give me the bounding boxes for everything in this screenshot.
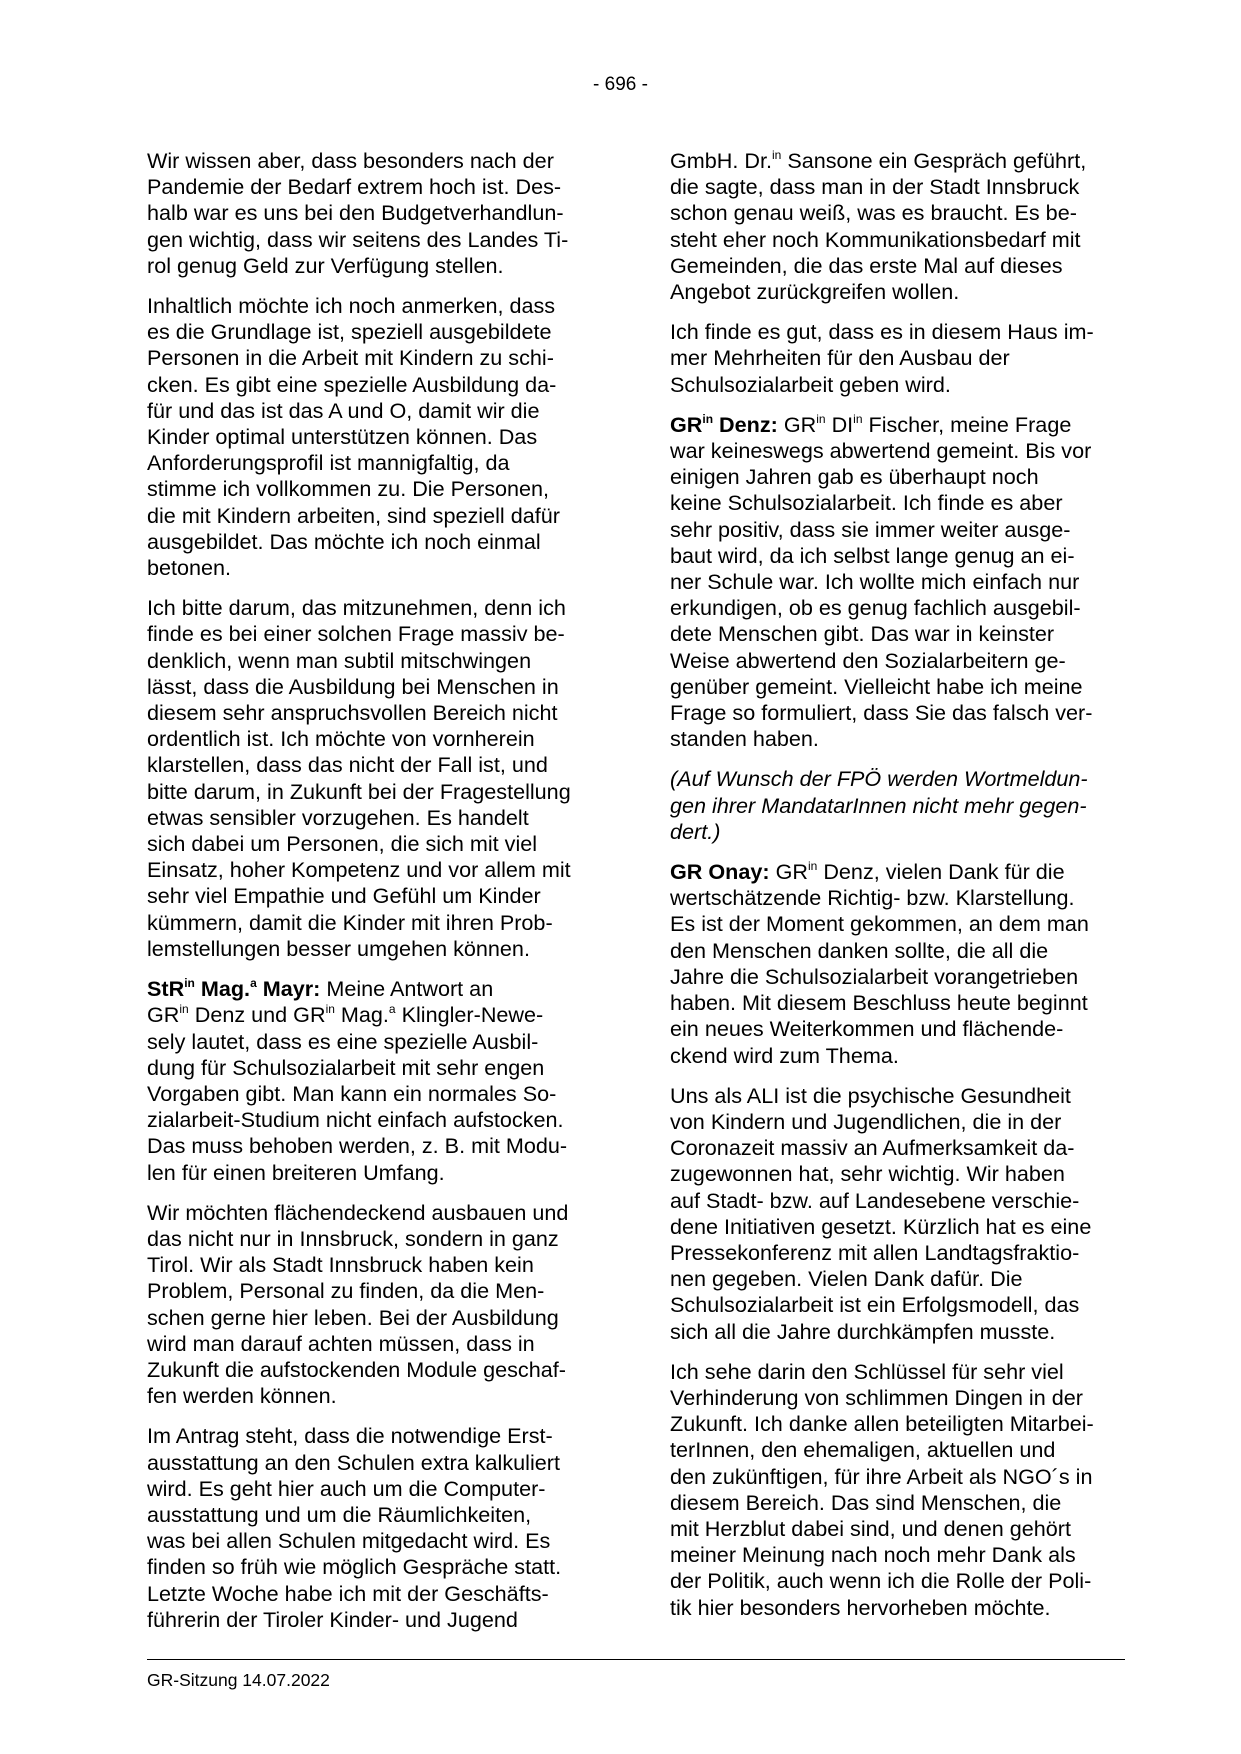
- text-line: nen gegeben. Vielen Dank dafür. Die: [670, 1266, 1023, 1292]
- text-line: $GR^{in}$ Denz und $GR^{in}$ Mag.$^a$ Klingler-Newe-: [147, 1002, 544, 1028]
- text-line: kümmern, damit die Kinder mit ihren Prob-: [147, 909, 553, 935]
- paragraph: [147, 595, 613, 962]
- text-line: Gemeinden, die das erste Mal auf dieses: [670, 252, 1063, 278]
- text-line: dene Initiativen gesetzt. Kürzlich hat es eine: [670, 1213, 1092, 1239]
- text-line: Wir wissen aber, dass besonders nach der: [147, 148, 554, 173]
- text-line: den Menschen danken sollte, die all die: [670, 937, 1049, 963]
- text-line: Personen in die Arbeit mit Kindern zu schi-: [147, 345, 554, 371]
- text-line: ausgebildet. Das möchte ich noch einmal: [147, 528, 541, 554]
- text-line: haben. Mit diesem Beschluss heute beginnt: [670, 990, 1088, 1016]
- text-line: sehr viel Empathie und Gefühl um Kinder: [147, 883, 541, 909]
- text-line: $GR^{in}$ Denz: $GR^{in}$ $DI^{in}$ Fischer, meine Frage: [670, 411, 1072, 437]
- text-line: meiner Meinung nach noch mehr Dank als: [670, 1542, 1076, 1568]
- speaker-name: StR$^{in}$ Mag.$^a$ Mayr:: [147, 975, 321, 1002]
- text-line: finden so früh wie möglich Gespräche statt.: [147, 1554, 562, 1580]
- text-line: Wir möchten flächendeckend ausbauen und: [147, 1199, 569, 1225]
- text-line: genüber gemeint. Vielleicht habe ich meine: [670, 673, 1083, 699]
- footer-session-date: GR-Sitzung 14.07.2022: [147, 1670, 330, 1690]
- text-line: rol genug Geld zur Verfügung stellen.: [147, 252, 504, 278]
- text-line: ordentlich ist. Ich möchte von vornherein: [147, 726, 535, 752]
- paragraph: [147, 1200, 613, 1410]
- text-line: die mit Kindern arbeiten, sind speziell dafür: [147, 502, 560, 528]
- text-line: lemstellungen besser umgehen können.: [147, 935, 530, 961]
- text-line: keine Schulsozialarbeit. Ich finde es aber: [670, 490, 1063, 516]
- text-line: den zukünftigen, für ihre Arbeit als NGO´s in: [670, 1463, 1093, 1489]
- text-line: finde es bei einer solchen Frage massiv be-: [147, 621, 565, 647]
- text-line: Ich bitte darum, das mitzunehmen, denn ich: [147, 595, 566, 621]
- text-line: dete Menschen gibt. Das war in keinster: [670, 621, 1055, 647]
- text-line: Anforderungsprofil ist mannigfaltig, da: [147, 450, 510, 476]
- text-line: Kinder optimal unterstützen können. Das: [147, 424, 538, 450]
- text-line: diesem Bereich. Das sind Menschen, die: [670, 1489, 1062, 1515]
- left-column: [147, 148, 613, 1647]
- text-line: sich dabei um Personen, die sich mit viel: [147, 831, 538, 857]
- text-line: wertschätzende Richtig- bzw. Klarstellung.: [670, 885, 1075, 911]
- text-line: ckend wird zum Thema.: [670, 1042, 899, 1068]
- text-line: von Kindern und Jugendlichen, die in der: [670, 1108, 1062, 1134]
- text-line: schen gerne hier leben. Bei der Ausbildung: [147, 1304, 559, 1330]
- text-line: zialarbeit-Studium nicht einfach aufstocken.: [147, 1107, 564, 1133]
- text-line: Ich finde es gut, dass es in diesem Haus im-: [670, 319, 1094, 345]
- text-line: es die Grundlage ist, speziell ausgebildete: [147, 319, 552, 345]
- text-line: wird man darauf achten müssen, dass in: [147, 1330, 535, 1356]
- text-line: die sagte, dass man in der Stadt Innsbruck: [670, 174, 1080, 200]
- text-line: Zukunft die aufstockenden Module geschaf-: [147, 1356, 566, 1382]
- text-line: Pandemie der Bedarf extrem hoch ist. Des-: [147, 174, 562, 200]
- text-line: cken. Es gibt eine spezielle Ausbildung da-: [147, 371, 557, 397]
- text-line: für und das ist das A und O, damit wir die: [147, 397, 540, 423]
- text-line: Frage so formuliert, dass Sie das falsch ver-: [670, 700, 1093, 726]
- text-line: Weise abwertend den Sozialarbeitern ge-: [670, 647, 1066, 673]
- text-line: gen ihrer MandatarInnen nicht mehr gegen-: [670, 792, 1087, 818]
- text-line: Einsatz, hoher Kompetenz und vor allem mit: [147, 857, 571, 883]
- text-line: sehr positiv, dass sie immer weiter ausge-: [670, 516, 1071, 542]
- text-line: Schulsozialarbeit ist ein Erfolgsmodell, das: [670, 1292, 1080, 1318]
- text-line: Zukunft. Ich danke allen beteiligten Mitarbei-: [670, 1411, 1094, 1437]
- text-line: StR$^{in}$ Mag.$^a$ Mayr: Meine Antwort an: [147, 975, 494, 1002]
- text-line: schon genau weiß, was es braucht. Es be-: [670, 200, 1077, 226]
- speaker-paragraph-onay: [670, 859, 1125, 1069]
- text-line: ausstattung an den Schulen extra kalkuliert: [147, 1449, 560, 1475]
- text-line: war keineswegs abwertend gemeint. Bis vor: [670, 438, 1092, 464]
- text-line: auf Stadt- bzw. auf Landesebene verschie-: [670, 1187, 1080, 1213]
- text-line: zugewonnen hat, sehr wichtig. Wir haben: [670, 1161, 1065, 1187]
- text-line: Inhaltlich möchte ich noch anmerken, dass: [147, 293, 556, 319]
- text-line: Letzte Woche habe ich mit der Geschäfts-: [147, 1580, 549, 1606]
- paragraph: [670, 1359, 1125, 1621]
- text-line: Verhinderung von schlimmen Dingen in der: [670, 1384, 1083, 1410]
- text-line: sely lautet, dass es eine spezielle Ausbil-: [147, 1028, 539, 1054]
- paragraph: [147, 1423, 613, 1633]
- text-line: mer Mehrheiten für den Ausbau der: [670, 345, 1010, 371]
- text-line: Tirol. Wir als Stadt Innsbruck haben kein: [147, 1252, 534, 1278]
- text-line: diesem sehr anspruchsvollen Bereich nicht: [147, 700, 558, 726]
- text-line: GR Onay: $GR^{in}$ Denz, vielen Dank für die: [670, 858, 1065, 885]
- text-line: etwas sensibler vorzugehen. Es handelt: [147, 804, 529, 830]
- text-line: wird. Es geht hier auch um die Computer-: [147, 1475, 546, 1501]
- text-line: terInnen, den ehemaligen, aktuellen und: [670, 1437, 1056, 1463]
- text-line: Im Antrag steht, dass die notwendige Erst-: [147, 1423, 553, 1449]
- text-line: ein neues Weiterkommen und flächende-: [670, 1016, 1064, 1042]
- text-line: baut wird, da ich selbst lange genug an ei-: [670, 542, 1075, 568]
- speaker-name: GR Onay:: [670, 859, 770, 885]
- text-line: (Auf Wunsch der FPÖ werden Wortmeldun-: [670, 766, 1088, 792]
- text-line: Problem, Personal zu finden, da die Men-: [147, 1278, 545, 1304]
- text-line: erkundigen, ob es genug fachlich ausgebil-: [670, 595, 1081, 621]
- text-line: GmbH. Dr.$^{in}$ Sansone ein Gespräch geführt,: [670, 147, 1087, 173]
- paragraph: [670, 1083, 1125, 1345]
- paragraph: [670, 319, 1125, 398]
- speaker-paragraph-mayr: [147, 976, 613, 1186]
- paragraph: [670, 148, 1125, 305]
- text-line: Pressekonferenz mit allen Landtagsfraktio-: [670, 1239, 1080, 1265]
- paragraph: [147, 293, 613, 581]
- text-line: mit Herzblut dabei sind, und denen gehört: [670, 1515, 1071, 1541]
- text-line: Angebot zurückgreifen wollen.: [670, 279, 960, 305]
- text-line: Das muss behoben werden, z. B. mit Modu-: [147, 1133, 568, 1159]
- text-line: klarstellen, dass das nicht der Fall ist, und: [147, 752, 548, 778]
- text-line: betonen.: [147, 555, 232, 581]
- text-line: was bei allen Schulen mitgedacht wird. Es: [147, 1528, 551, 1554]
- text-line: das nicht nur in Innsbruck, sondern in ganz: [147, 1225, 559, 1251]
- speaker-name: $GR^{in}$ Denz:: [670, 411, 778, 437]
- text-line: standen haben.: [670, 726, 819, 752]
- text-line: denklich, wenn man subtil mitschwingen: [147, 647, 532, 673]
- text-line: fen werden können.: [147, 1383, 337, 1409]
- footer-divider: [147, 1659, 1125, 1660]
- text-line: gen wichtig, dass wir seitens des Landes Ti-: [147, 226, 569, 252]
- editorial-note: [670, 766, 1125, 845]
- text-line: lässt, dass die Ausbildung bei Menschen in: [147, 673, 559, 699]
- text-line: stimme ich vollkommen zu. Die Personen,: [147, 476, 550, 502]
- text-line: Jahre die Schulsozialarbeit vorangetrieben: [670, 963, 1079, 989]
- text-line: dert.): [670, 818, 721, 844]
- text-line: Es ist der Moment gekommen, an dem man: [670, 911, 1089, 937]
- text-line: der Politik, auch wenn ich die Rolle der Poli-: [670, 1568, 1092, 1594]
- text-line: tik hier besonders hervorheben möchte.: [670, 1594, 1051, 1620]
- text-line: steht eher noch Kommunikationsbedarf mit: [670, 226, 1081, 252]
- text-line: Coronazeit massiv an Aufmerksamkeit da-: [670, 1135, 1075, 1161]
- text-line: führerin der Tiroler Kinder- und Jugend: [147, 1606, 518, 1632]
- text-line: einigen Jahren gab es überhaupt noch: [670, 464, 1039, 490]
- text-line: bitte darum, in Zukunft bei der Fragestellung: [147, 778, 571, 804]
- text-line: Ich sehe darin den Schlüssel für sehr viel: [670, 1358, 1064, 1384]
- page-number: - 696 -: [593, 74, 648, 95]
- paragraph: [147, 148, 613, 279]
- speaker-paragraph-denz: [670, 412, 1125, 753]
- text-line: sich all die Jahre durchkämpfen musste.: [670, 1318, 1056, 1344]
- text-line: Uns als ALI ist die psychische Gesundheit: [670, 1082, 1071, 1108]
- text-line: ausstattung und um die Räumlichkeiten,: [147, 1501, 532, 1527]
- text-line: dung für Schulsozialarbeit mit sehr engen: [147, 1054, 545, 1080]
- text-line: Schulsozialarbeit geben wird.: [670, 371, 951, 397]
- text-line: ner Schule war. Ich wollte mich einfach nur: [670, 569, 1080, 595]
- text-line: len für einen breiteren Umfang.: [147, 1159, 445, 1185]
- right-column: [670, 148, 1125, 1635]
- text-line: halb war es uns bei den Budgetverhandlun-: [147, 200, 564, 226]
- text-line: Vorgaben gibt. Man kann ein normales So-: [147, 1080, 557, 1106]
